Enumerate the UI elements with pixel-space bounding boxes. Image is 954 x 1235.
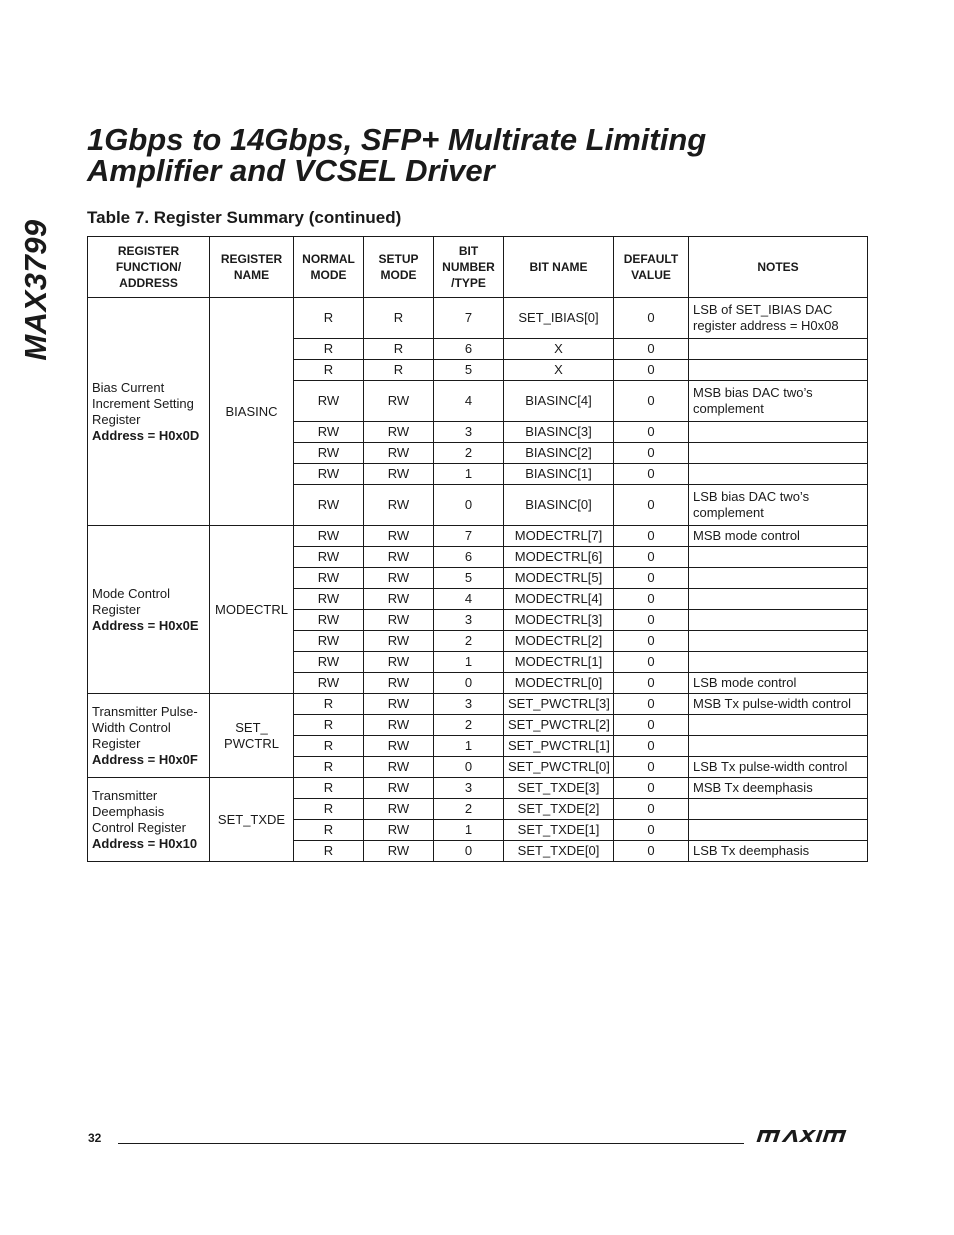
default-value-cell: 0 — [614, 589, 689, 610]
bit-name-cell: SET_TXDE[2] — [504, 799, 614, 820]
setup-mode-cell: RW — [364, 820, 434, 841]
normal-mode-cell: R — [294, 778, 364, 799]
bit-name-cell: X — [504, 339, 614, 360]
setup-mode-cell: RW — [364, 547, 434, 568]
register-function-cell — [88, 526, 210, 694]
setup-mode-cell: R — [364, 298, 434, 339]
default-value-cell: 0 — [614, 841, 689, 862]
col-header-bit-name: BIT NAME — [504, 237, 614, 298]
bit-number-cell: 0 — [434, 757, 504, 778]
default-value-cell: 0 — [614, 422, 689, 443]
bit-number-cell: 1 — [434, 820, 504, 841]
bit-name-cell: SET_PWCTRL[0] — [504, 757, 614, 778]
setup-mode-cell: RW — [364, 673, 434, 694]
bit-number-cell: 4 — [434, 381, 504, 422]
bit-name-cell: SET_PWCTRL[2] — [504, 715, 614, 736]
bit-name-cell: BIASINC[4] — [504, 381, 614, 422]
normal-mode-cell: RW — [294, 631, 364, 652]
register-address: Address = H0x0E — [92, 617, 199, 633]
default-value-cell: 0 — [614, 339, 689, 360]
side-label-text: MAX3799 — [18, 219, 53, 361]
default-value-cell: 0 — [614, 610, 689, 631]
bit-number-cell: 0 — [434, 485, 504, 526]
default-value-cell: 0 — [614, 820, 689, 841]
side-product-label — [10, 210, 62, 370]
col-header-register-name: REGISTER NAME — [210, 237, 294, 298]
bit-name-cell: SET_TXDE[3] — [504, 778, 614, 799]
bit-name-cell: MODECTRL[7] — [504, 526, 614, 547]
page-title — [87, 124, 887, 186]
setup-mode-cell: R — [364, 360, 434, 381]
default-value-cell: 0 — [614, 464, 689, 485]
bit-number-cell: 3 — [434, 778, 504, 799]
maxim-logo-mark — [756, 1130, 846, 1142]
setup-mode-cell: RW — [364, 757, 434, 778]
normal-mode-cell: RW — [294, 381, 364, 422]
bit-name-cell: MODECTRL[0] — [504, 673, 614, 694]
normal-mode-cell: RW — [294, 652, 364, 673]
notes-cell: LSB bias DAC two’s complement — [689, 485, 868, 526]
setup-mode-cell: RW — [364, 443, 434, 464]
register-function-cell — [88, 778, 210, 862]
table-row — [88, 694, 868, 715]
default-value-cell: 0 — [614, 694, 689, 715]
bit-number-cell: 6 — [434, 339, 504, 360]
default-value-cell: 0 — [614, 652, 689, 673]
setup-mode-cell: RW — [364, 568, 434, 589]
notes-cell: MSB mode control — [689, 526, 868, 547]
page-title-line-2: Amplifier and VCSEL Driver — [87, 153, 495, 188]
bit-number-cell: 6 — [434, 547, 504, 568]
bit-number-cell: 3 — [434, 422, 504, 443]
normal-mode-cell: RW — [294, 443, 364, 464]
normal-mode-cell: R — [294, 360, 364, 381]
bit-number-cell: 1 — [434, 736, 504, 757]
setup-mode-cell: RW — [364, 464, 434, 485]
notes-cell — [689, 443, 868, 464]
notes-cell — [689, 547, 868, 568]
bit-name-cell: MODECTRL[2] — [504, 631, 614, 652]
bit-number-cell: 2 — [434, 443, 504, 464]
bit-number-cell: 2 — [434, 799, 504, 820]
bit-number-cell: 0 — [434, 841, 504, 862]
table-caption: Table 7. Register Summary (continued) — [87, 208, 402, 227]
normal-mode-cell: RW — [294, 673, 364, 694]
setup-mode-cell: RW — [364, 841, 434, 862]
bit-name-cell: MODECTRL[1] — [504, 652, 614, 673]
notes-cell — [689, 820, 868, 841]
normal-mode-cell: R — [294, 820, 364, 841]
default-value-cell: 0 — [614, 381, 689, 422]
setup-mode-cell: RW — [364, 526, 434, 547]
notes-cell — [689, 568, 868, 589]
bit-number-cell: 7 — [434, 298, 504, 339]
setup-mode-cell: R — [364, 339, 434, 360]
bit-name-cell: BIASINC[0] — [504, 485, 614, 526]
setup-mode-cell: RW — [364, 589, 434, 610]
setup-mode-cell: RW — [364, 652, 434, 673]
bit-number-cell: 3 — [434, 694, 504, 715]
bit-name-cell: SET_PWCTRL[3] — [504, 694, 614, 715]
setup-mode-cell: RW — [364, 631, 434, 652]
maxim-logo — [756, 1128, 866, 1144]
bit-name-cell: SET_TXDE[1] — [504, 820, 614, 841]
bit-number-cell: 2 — [434, 715, 504, 736]
col-header-bit-number: BIT NUMBER /TYPE — [434, 237, 504, 298]
bit-number-cell: 2 — [434, 631, 504, 652]
default-value-cell: 0 — [614, 736, 689, 757]
register-name-cell: SET_ PWCTRL — [210, 694, 294, 778]
bit-number-cell: 7 — [434, 526, 504, 547]
normal-mode-cell: R — [294, 298, 364, 339]
default-value-cell: 0 — [614, 485, 689, 526]
setup-mode-cell: RW — [364, 381, 434, 422]
bit-number-cell: 1 — [434, 464, 504, 485]
notes-cell — [689, 464, 868, 485]
table-body — [88, 298, 868, 862]
notes-cell: LSB Tx pulse-width control — [689, 757, 868, 778]
table-row — [88, 298, 868, 339]
notes-cell: LSB mode control — [689, 673, 868, 694]
normal-mode-cell: R — [294, 799, 364, 820]
bit-number-cell: 5 — [434, 360, 504, 381]
normal-mode-cell: R — [294, 715, 364, 736]
setup-mode-cell: RW — [364, 610, 434, 631]
bit-number-cell: 1 — [434, 652, 504, 673]
col-header-notes: NOTES — [689, 237, 868, 298]
normal-mode-cell: RW — [294, 485, 364, 526]
register-address: Address = H0x0F — [92, 751, 198, 767]
default-value-cell: 0 — [614, 778, 689, 799]
register-name-cell: SET_TXDE — [210, 778, 294, 862]
bit-name-cell: SET_PWCTRL[1] — [504, 736, 614, 757]
bit-name-cell: BIASINC[2] — [504, 443, 614, 464]
bit-name-cell: X — [504, 360, 614, 381]
bit-name-cell: BIASINC[1] — [504, 464, 614, 485]
default-value-cell: 0 — [614, 298, 689, 339]
col-header-default-value: DEFAULT VALUE — [614, 237, 689, 298]
normal-mode-cell: RW — [294, 568, 364, 589]
register-function-text: Mode Control Register — [92, 585, 171, 617]
default-value-cell: 0 — [614, 631, 689, 652]
notes-cell — [689, 610, 868, 631]
register-name-cell: BIASINC — [210, 298, 294, 526]
page-number: 32 — [88, 1131, 102, 1145]
bit-number-cell: 4 — [434, 589, 504, 610]
normal-mode-cell: R — [294, 694, 364, 715]
setup-mode-cell: RW — [364, 736, 434, 757]
bit-name-cell: MODECTRL[6] — [504, 547, 614, 568]
notes-cell — [689, 360, 868, 381]
setup-mode-cell: RW — [364, 715, 434, 736]
register-name-cell: MODECTRL — [210, 526, 294, 694]
default-value-cell: 0 — [614, 673, 689, 694]
normal-mode-cell: RW — [294, 547, 364, 568]
normal-mode-cell: RW — [294, 422, 364, 443]
notes-cell — [689, 631, 868, 652]
default-value-cell: 0 — [614, 526, 689, 547]
default-value-cell: 0 — [614, 715, 689, 736]
notes-cell — [689, 589, 868, 610]
default-value-cell: 0 — [614, 568, 689, 589]
default-value-cell: 0 — [614, 360, 689, 381]
register-address: Address = H0x10 — [92, 835, 198, 851]
bit-name-cell: MODECTRL[5] — [504, 568, 614, 589]
page-title-line-1: 1Gbps to 14Gbps, SFP+ Multirate Limiting — [87, 122, 707, 157]
register-summary-table — [87, 236, 868, 862]
notes-cell: MSB bias DAC two’s complement — [689, 381, 868, 422]
notes-cell — [689, 652, 868, 673]
default-value-cell: 0 — [614, 799, 689, 820]
normal-mode-cell: RW — [294, 464, 364, 485]
notes-cell — [689, 339, 868, 360]
notes-cell: MSB Tx pulse-width control — [689, 694, 868, 715]
register-function-cell — [88, 298, 210, 526]
bit-name-cell: BIASINC[3] — [504, 422, 614, 443]
notes-cell: LSB of SET_IBIAS DAC register address = H0x08 — [689, 298, 868, 339]
table-row — [88, 778, 868, 799]
setup-mode-cell: RW — [364, 485, 434, 526]
setup-mode-cell: RW — [364, 694, 434, 715]
notes-cell — [689, 736, 868, 757]
setup-mode-cell: RW — [364, 778, 434, 799]
notes-cell — [689, 422, 868, 443]
bit-name-cell: SET_TXDE[0] — [504, 841, 614, 862]
bit-name-cell: MODECTRL[4] — [504, 589, 614, 610]
col-header-function: REGISTER FUNCTION/ ADDRESS — [88, 237, 210, 298]
notes-cell: LSB Tx deemphasis — [689, 841, 868, 862]
notes-cell: MSB Tx deemphasis — [689, 778, 868, 799]
normal-mode-cell: R — [294, 841, 364, 862]
normal-mode-cell: RW — [294, 526, 364, 547]
register-function-text: Bias Current Increment Setting Register — [92, 379, 194, 427]
default-value-cell: 0 — [614, 443, 689, 464]
bit-number-cell: 3 — [434, 610, 504, 631]
col-header-normal-mode: NORMAL MODE — [294, 237, 364, 298]
setup-mode-cell: RW — [364, 422, 434, 443]
register-function-text: Transmitter Pulse-Width Control Register — [92, 703, 198, 751]
normal-mode-cell: R — [294, 736, 364, 757]
default-value-cell: 0 — [614, 757, 689, 778]
default-value-cell: 0 — [614, 547, 689, 568]
bit-number-cell: 5 — [434, 568, 504, 589]
setup-mode-cell: RW — [364, 799, 434, 820]
notes-cell — [689, 799, 868, 820]
normal-mode-cell: RW — [294, 610, 364, 631]
register-address: Address = H0x0D — [92, 427, 200, 443]
register-function-cell — [88, 694, 210, 778]
bit-name-cell: SET_IBIAS[0] — [504, 298, 614, 339]
notes-cell — [689, 715, 868, 736]
normal-mode-cell: RW — [294, 589, 364, 610]
bit-number-cell: 0 — [434, 673, 504, 694]
col-header-setup-mode: SETUP MODE — [364, 237, 434, 298]
normal-mode-cell: R — [294, 339, 364, 360]
footer-rule — [118, 1143, 744, 1144]
bit-name-cell: MODECTRL[3] — [504, 610, 614, 631]
register-function-text: Transmitter Deemphasis Control Register — [92, 787, 186, 835]
table-row — [88, 526, 868, 547]
table-header-row — [88, 237, 868, 298]
normal-mode-cell: R — [294, 757, 364, 778]
